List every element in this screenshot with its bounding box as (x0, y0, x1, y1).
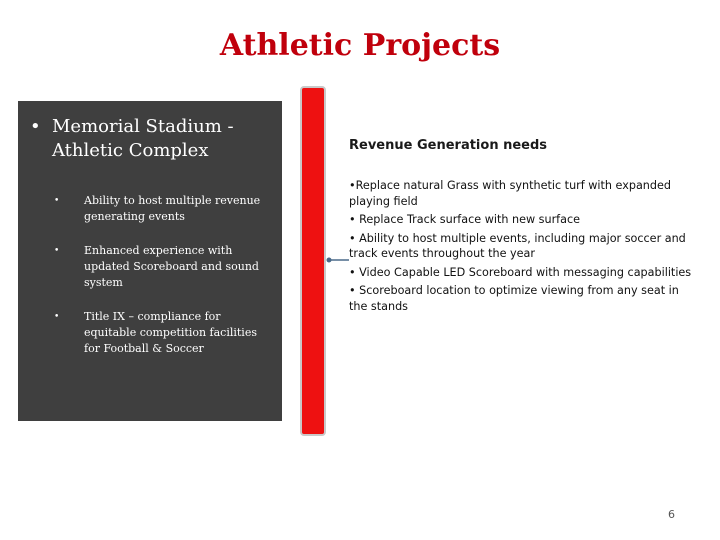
bullet-marker: • (54, 312, 60, 322)
page-number: 6 (668, 508, 675, 521)
sub-bullet-item (54, 243, 276, 291)
sub-bullet-list (54, 193, 276, 375)
bullet-marker: • (54, 196, 60, 206)
connector-arrow (326, 255, 350, 265)
project-panel (18, 101, 282, 421)
main-bullet-text: Memorial Stadium - Athletic Complex (52, 116, 234, 161)
revenue-heading: Revenue Generation needs (349, 138, 548, 153)
revenue-item: • Video Capable LED Scoreboard with messaging capabilities (349, 265, 692, 279)
sub-bullet-text: Title IX – compliance for equitable competition facilities for Football & Soccer (84, 310, 257, 355)
main-bullet (30, 115, 275, 163)
sub-bullet-item (54, 309, 276, 357)
bullet-marker: • (54, 246, 60, 256)
revenue-item: • Scoreboard location to optimize viewing from any seat in the stands (349, 284, 679, 313)
sub-bullet-text: Ability to host multiple revenue generating events (84, 194, 261, 223)
slide-title: Athletic Projects (219, 28, 501, 63)
revenue-item: • Ability to host multiple events, including major soccer and track events throughout the year (349, 231, 686, 260)
sub-bullet-text: Enhanced experience with updated Scoreboard and sound system (84, 244, 259, 289)
revenue-item: •Replace natural Grass with synthetic turf with expanded playing field (349, 179, 671, 208)
revenue-item: • Replace Track surface with new surface (349, 213, 581, 226)
sub-bullet-item (54, 193, 276, 225)
red-bracket-bar (300, 86, 326, 436)
bullet-marker: • (30, 116, 41, 137)
revenue-list (349, 178, 699, 317)
